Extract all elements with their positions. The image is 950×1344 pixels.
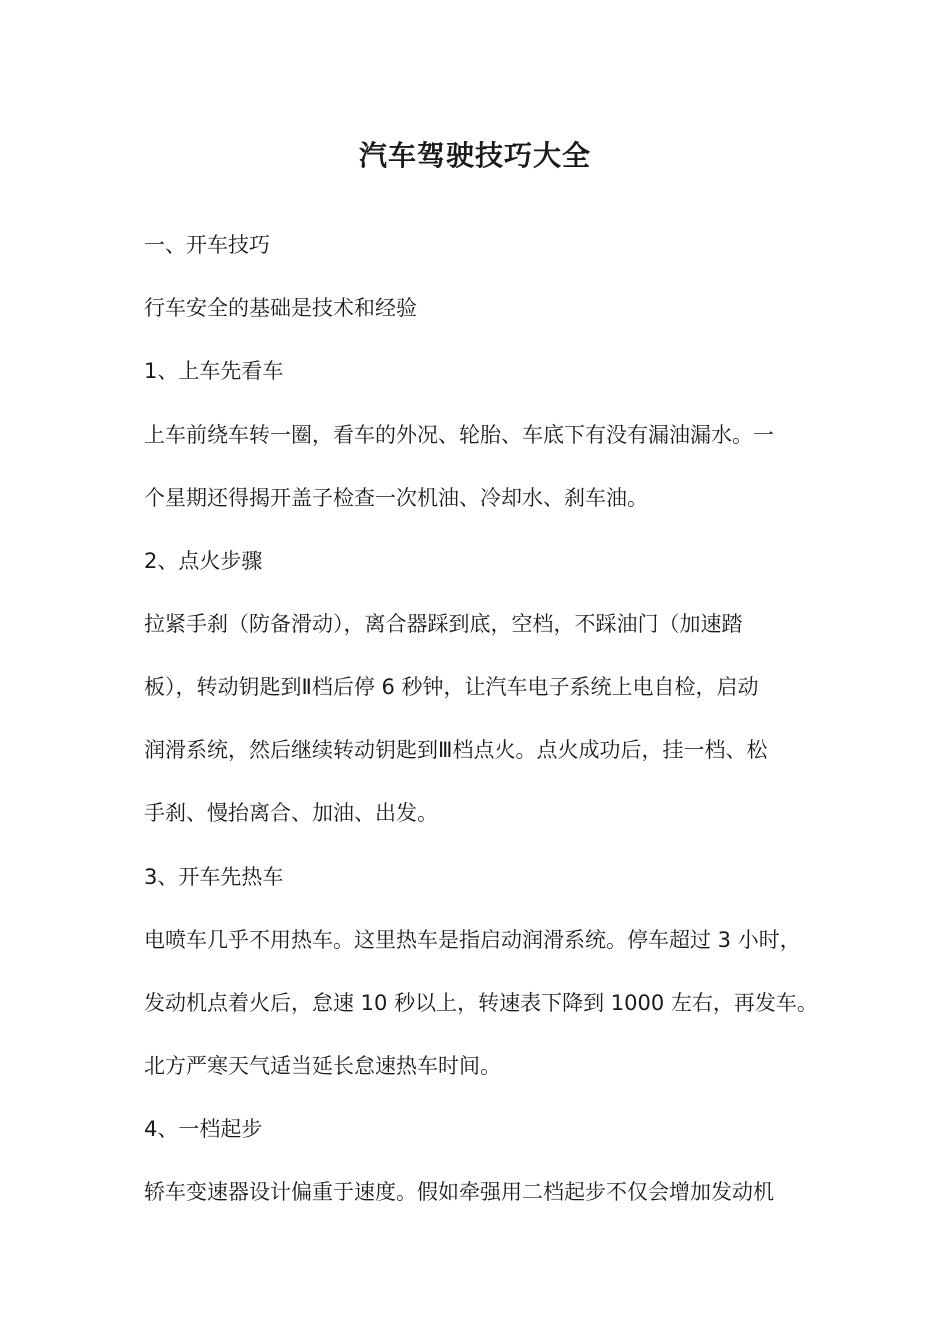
subsection-heading: 3、开车先热车 xyxy=(144,865,284,889)
paragraph-line: 电喷车几乎不用热车。这里热车是指启动润滑系统。停车超过 3 小时， xyxy=(144,928,801,952)
paragraph-line: 上车前绕车转一圈，看车的外况、轮胎、车底下有没有漏油漏水。一 xyxy=(144,423,774,447)
paragraph-line: 润滑系统，然后继续转动钥匙到Ⅲ档点火。点火成功后，挂一档、松 xyxy=(144,738,768,762)
paragraph-line: 发动机点着火后，怠速 10 秒以上，转速表下降到 1000 左右，再发车。 xyxy=(144,991,818,1015)
paragraph-line: 拉紧手刹（防备滑动），离合器踩到底，空档，不踩油门（加速踏 xyxy=(144,612,743,636)
document-title: 汽车驾驶技巧大全 xyxy=(358,139,591,172)
paragraph-line: 北方严寒天气适当延长怠速热车时间。 xyxy=(144,1054,501,1078)
paragraph-line: 板），转动钥匙到Ⅱ档后停 6 秒钟，让汽车电子系统上电自检，启动 xyxy=(144,675,759,699)
paragraph-line: 轿车变速器设计偏重于速度。假如牵强用二档起步不仅会增加发动机 xyxy=(144,1180,774,1204)
subsection-heading: 1、上车先看车 xyxy=(144,359,284,383)
subsection-heading: 4、一档起步 xyxy=(144,1117,263,1141)
paragraph-line: 手刹、慢抬离合、加油、出发。 xyxy=(144,801,438,825)
section-heading: 一、开车技巧 xyxy=(144,233,270,257)
subsection-heading: 2、点火步骤 xyxy=(144,549,263,573)
paragraph-line: 个星期还得揭开盖子检查一次机油、冷却水、刹车油。 xyxy=(144,486,648,510)
paragraph-line: 行车安全的基础是技术和经验 xyxy=(144,296,417,320)
